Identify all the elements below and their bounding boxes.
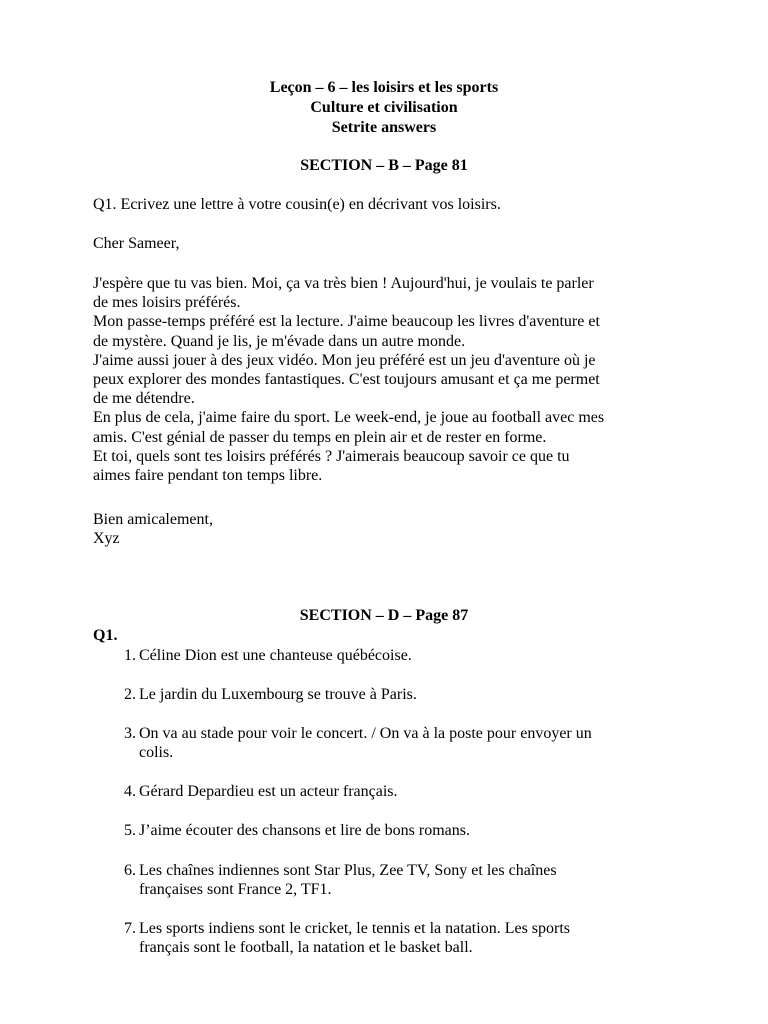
- letter-line: Et toi, quels sont tes loisirs préférés ? J'aimerais beaucoup savoir ce que tu: [93, 447, 570, 465]
- answer-text: [139, 919, 669, 957]
- section-b-question: Q1. Ecrivez une lettre à votre cousin(e) en décrivant vos loisirs.: [93, 196, 501, 213]
- answer-number: 1.: [124, 647, 136, 664]
- letter-signature: Xyz: [93, 530, 120, 547]
- answer-line: On va au stade pour voir le concert. / On va à la poste pour envoyer un: [139, 725, 592, 742]
- answer-line: Gérard Depardieu est un acteur français.: [139, 783, 398, 800]
- answer-text: [139, 782, 669, 801]
- letter-line: de me détendre.: [93, 390, 195, 408]
- letter-line: de mystère. Quand je lis, je m'évade dans un autre monde.: [93, 332, 466, 350]
- answer-line: Le jardin du Luxembourg se trouve à Paris.: [139, 686, 417, 703]
- answer-text: [139, 646, 669, 665]
- lesson-subtitle: Culture et civilisation: [310, 99, 458, 116]
- section-b-heading: SECTION – B – Page 81: [300, 157, 468, 174]
- answer-text: [139, 685, 669, 704]
- answer-line: colis.: [139, 744, 174, 762]
- answer-text: [139, 861, 669, 899]
- answer-line: Les chaînes indiennes sont Star Plus, Zee TV, Sony et les chaînes: [139, 862, 557, 879]
- answer-text: [139, 724, 669, 762]
- document-header: [0, 78, 768, 138]
- answer-text: [139, 821, 669, 840]
- answer-line: Céline Dion est une chanteuse québécoise.: [139, 647, 412, 664]
- letter-line: J'aime aussi jouer à des jeux vidéo. Mon jeu préféré est un jeu d'aventure où je: [93, 351, 596, 369]
- letter-line: amis. C'est génial de passer du temps en plein air et de rester en forme.: [93, 428, 547, 446]
- letter-closing: Bien amicalement,: [93, 511, 213, 528]
- letter-line: En plus de cela, j'aime faire du sport. Le week-end, je joue au football avec mes: [93, 409, 605, 427]
- letter-line: peux explorer des mondes fantastiques. C'est toujours amusant et ça me permet: [93, 371, 600, 389]
- letter-line: Mon passe-temps préféré est la lecture. J'aime beaucoup les livres d'aventure et: [93, 313, 600, 331]
- letter-line: aimes faire pendant ton temps libre.: [93, 467, 323, 485]
- answer-number: 4.: [124, 783, 136, 800]
- letter-line: de mes loisirs préférés.: [93, 294, 241, 312]
- answer-number: 2.: [124, 686, 136, 703]
- section-d-question-label: Q1.: [93, 627, 118, 644]
- answer-number: 3.: [124, 725, 136, 742]
- answer-line: françaises sont France 2, TF1.: [139, 881, 332, 899]
- answer-line: Les sports indiens sont le cricket, le tennis et la natation. Les sports: [139, 920, 571, 937]
- answer-line: français sont le football, la natation et le basket ball.: [139, 939, 473, 957]
- lesson-title: Leçon – 6 – les loisirs et les sports: [269, 79, 499, 96]
- answer-number: 7.: [124, 920, 136, 937]
- answer-line: J’aime écouter des chansons et lire de bons romans.: [139, 822, 471, 839]
- answers-subtitle: Setrite answers: [331, 119, 437, 136]
- letter-line: J'espère que tu vas bien. Moi, ça va très bien ! Aujourd'hui, je voulais te parler: [93, 275, 594, 292]
- answer-number: 6.: [124, 862, 136, 879]
- section-d-heading: SECTION – D – Page 87: [299, 607, 469, 624]
- letter-salutation: Cher Sameer,: [93, 235, 180, 252]
- answer-number: 5.: [124, 822, 136, 839]
- letter-body: [93, 274, 683, 485]
